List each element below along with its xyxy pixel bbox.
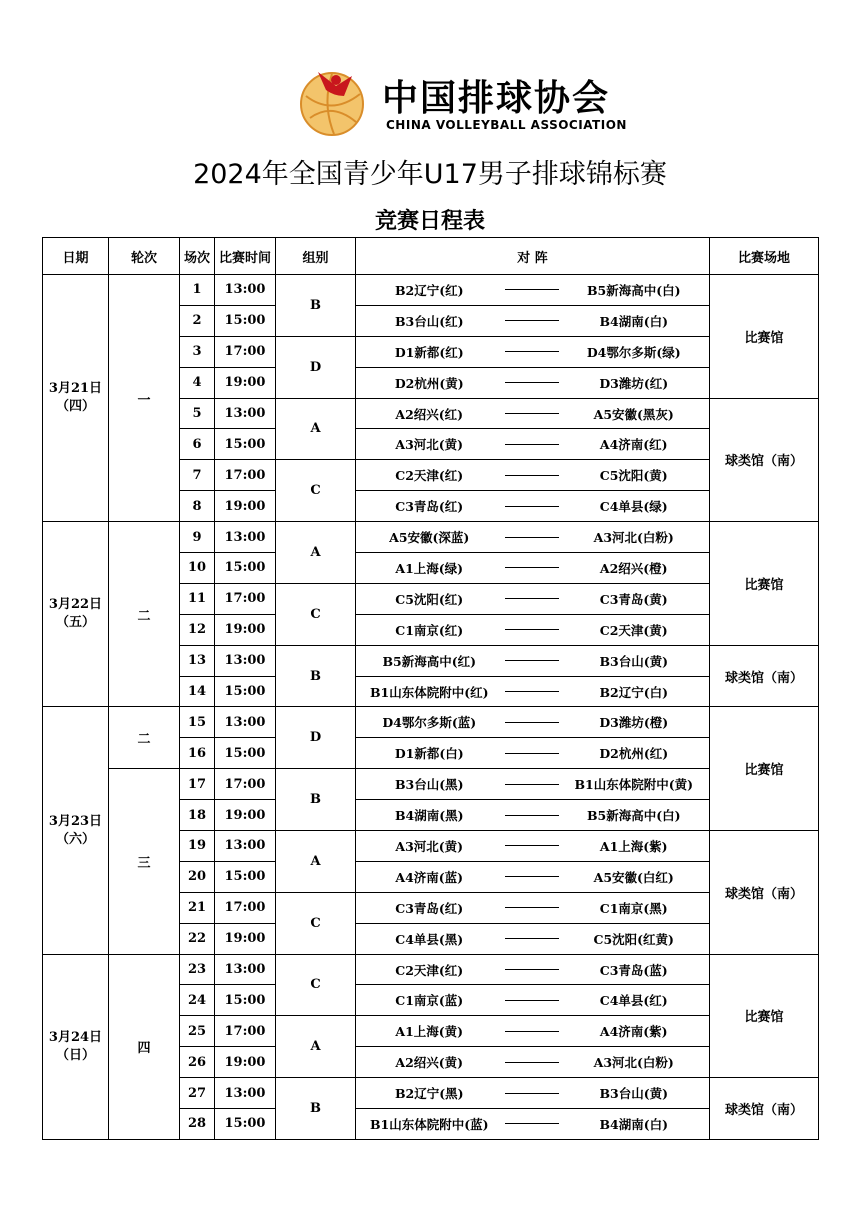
date-text: 3月22日 <box>48 597 103 613</box>
game-number-cell: 26 <box>180 1047 215 1078</box>
away-team: A4济南(红) <box>599 437 668 453</box>
away-team: C4单县(红) <box>599 993 668 1009</box>
game-number-cell: 24 <box>180 985 215 1016</box>
match-pair <box>356 1047 709 1077</box>
round-cell: 四 <box>109 954 180 1139</box>
home-team: B1山东体院附中(红) <box>369 684 489 700</box>
time-cell: 13:00 <box>215 522 276 553</box>
away-team: B5新海高中(白) <box>586 282 681 298</box>
home-team: D1新都(白) <box>394 746 464 762</box>
game-number-cell: 18 <box>180 800 215 831</box>
cva-logo <box>296 64 627 140</box>
group-cell: A <box>276 522 356 584</box>
time-cell: 17:00 <box>215 336 276 367</box>
match-pair <box>356 985 709 1015</box>
match-pair <box>356 306 709 336</box>
match-cell <box>356 1078 710 1109</box>
venue-cell: 比赛馆 <box>710 707 819 831</box>
away-team: D3潍坊(红) <box>599 375 669 391</box>
versus-line <box>505 784 559 785</box>
away-team: A4济南(紫) <box>599 1024 668 1040</box>
match-cell <box>356 367 710 398</box>
away-team: B2辽宁(白) <box>599 684 669 700</box>
away-team: A5安徽(白红) <box>593 869 674 885</box>
game-number-cell: 1 <box>180 275 215 306</box>
time-cell: 13:00 <box>215 275 276 306</box>
match-pair <box>356 337 709 367</box>
match-pair <box>356 1078 709 1108</box>
game-number-cell: 23 <box>180 954 215 985</box>
date-cell <box>43 522 109 707</box>
versus-line <box>505 876 559 877</box>
weekday-text: （六） <box>55 831 95 847</box>
group-cell: B <box>276 769 356 831</box>
home-team: B2辽宁(黑) <box>394 1086 464 1102</box>
match-cell <box>356 769 710 800</box>
match-cell <box>356 676 710 707</box>
home-team: B4湖南(黑) <box>394 808 464 824</box>
match-pair <box>356 707 709 737</box>
home-team: C4单县(黑) <box>395 931 464 947</box>
time-cell: 17:00 <box>215 583 276 614</box>
home-team: A4济南(蓝) <box>395 869 464 885</box>
game-number-cell: 4 <box>180 367 215 398</box>
match-cell <box>356 1016 710 1047</box>
game-number-cell: 9 <box>180 522 215 553</box>
time-cell: 17:00 <box>215 769 276 800</box>
home-team: C2天津(红) <box>395 962 464 978</box>
versus-line <box>505 475 559 476</box>
table-row <box>43 275 819 306</box>
versus-line <box>505 567 559 568</box>
time-cell: 15:00 <box>215 861 276 892</box>
game-number-cell: 21 <box>180 892 215 923</box>
versus-line <box>505 660 559 661</box>
time-cell: 19:00 <box>215 491 276 522</box>
date-cell <box>43 954 109 1139</box>
weekday-text: （日） <box>55 1047 95 1063</box>
date-text: 3月21日 <box>48 381 103 397</box>
page-title: 2024年全国青少年U17男子排球锦标赛 <box>193 159 667 190</box>
versus-line <box>505 351 559 352</box>
match-pair <box>356 491 709 521</box>
time-cell: 17:00 <box>215 460 276 491</box>
versus-line <box>505 753 559 754</box>
match-cell <box>356 522 710 553</box>
header-game: 场次 <box>180 238 215 275</box>
weekday-text: （五） <box>55 615 95 631</box>
match-pair <box>356 522 709 552</box>
away-team: B5新海高中(白) <box>586 808 681 824</box>
match-cell <box>356 583 710 614</box>
date-cell <box>43 275 109 522</box>
game-number-cell: 16 <box>180 738 215 769</box>
match-pair <box>356 460 709 490</box>
venue-cell: 球类馆（南） <box>710 645 819 707</box>
game-number-cell: 20 <box>180 861 215 892</box>
away-team: D2杭州(红) <box>599 746 669 762</box>
group-cell: D <box>276 707 356 769</box>
versus-line <box>505 691 559 692</box>
versus-line <box>505 382 559 383</box>
home-team: B3台山(黑) <box>394 777 464 793</box>
versus-line <box>505 815 559 816</box>
time-cell: 15:00 <box>215 1109 276 1140</box>
match-cell <box>356 398 710 429</box>
away-team: A5安徽(黑灰) <box>593 406 674 422</box>
match-pair <box>356 677 709 707</box>
match-pair <box>356 399 709 429</box>
date-text: 3月24日 <box>48 1029 103 1045</box>
match-cell <box>356 985 710 1016</box>
match-pair <box>356 1016 709 1046</box>
home-team: D4鄂尔多斯(蓝) <box>382 715 477 731</box>
home-team: A3河北(黄) <box>395 437 464 453</box>
time-cell: 13:00 <box>215 645 276 676</box>
home-team: A1上海(绿) <box>395 560 464 576</box>
versus-line <box>505 537 559 538</box>
game-number-cell: 15 <box>180 707 215 738</box>
away-team: C5沈阳(黄) <box>599 468 668 484</box>
match-pair <box>356 368 709 398</box>
time-cell: 19:00 <box>215 923 276 954</box>
match-pair <box>356 831 709 861</box>
versus-line <box>505 969 559 970</box>
round-cell: 二 <box>109 707 180 769</box>
away-team: A3河北(白粉) <box>593 1055 674 1071</box>
match-cell <box>356 1047 710 1078</box>
game-number-cell: 14 <box>180 676 215 707</box>
match-cell <box>356 954 710 985</box>
match-pair <box>356 553 709 583</box>
time-cell: 13:00 <box>215 1078 276 1109</box>
time-cell: 19:00 <box>215 614 276 645</box>
group-cell: B <box>276 275 356 337</box>
away-team: C3青岛(黄) <box>599 591 668 607</box>
away-team: C5沈阳(红黄) <box>593 931 674 947</box>
match-cell <box>356 491 710 522</box>
match-pair <box>356 924 709 954</box>
versus-line <box>505 938 559 939</box>
time-cell: 17:00 <box>215 1016 276 1047</box>
away-team: B3台山(黄) <box>599 653 669 669</box>
match-cell <box>356 645 710 676</box>
versus-line <box>505 320 559 321</box>
away-team: B1山东体院附中(黄) <box>574 777 694 793</box>
versus-line <box>505 413 559 414</box>
group-cell: C <box>276 583 356 645</box>
home-team: B2辽宁(红) <box>394 282 464 298</box>
page-subtitle: 竞赛日程表 <box>374 209 485 234</box>
away-team: C3青岛(蓝) <box>599 962 668 978</box>
home-team: A2绍兴(黄) <box>395 1055 464 1071</box>
game-number-cell: 13 <box>180 645 215 676</box>
venue-cell: 比赛馆 <box>710 954 819 1078</box>
away-team: B4湖南(白) <box>599 1116 669 1132</box>
versus-line <box>505 1093 559 1094</box>
match-cell <box>356 460 710 491</box>
home-team: C5沈阳(红) <box>395 591 464 607</box>
away-team: A1上海(紫) <box>599 838 668 854</box>
group-cell: B <box>276 645 356 707</box>
home-team: A2绍兴(红) <box>395 406 464 422</box>
time-cell: 15:00 <box>215 738 276 769</box>
time-cell: 15:00 <box>215 676 276 707</box>
time-cell: 17:00 <box>215 892 276 923</box>
logo-english-text: CHINA VOLLEYBALL ASSOCIATION <box>386 118 627 132</box>
match-pair <box>356 615 709 645</box>
away-team: B4湖南(白) <box>599 313 669 329</box>
home-team: C1南京(蓝) <box>395 993 464 1009</box>
time-cell: 19:00 <box>215 367 276 398</box>
game-number-cell: 12 <box>180 614 215 645</box>
table-row <box>43 707 819 738</box>
date-cell <box>43 707 109 954</box>
game-number-cell: 3 <box>180 336 215 367</box>
away-team: C1南京(黑) <box>599 900 668 916</box>
match-pair <box>356 429 709 459</box>
game-number-cell: 22 <box>180 923 215 954</box>
versus-line <box>505 1123 559 1124</box>
match-cell <box>356 738 710 769</box>
game-number-cell: 7 <box>180 460 215 491</box>
venue-cell: 比赛馆 <box>710 522 819 646</box>
away-team: A3河北(白粉) <box>593 530 674 546</box>
game-number-cell: 28 <box>180 1109 215 1140</box>
table-row <box>43 769 819 800</box>
game-number-cell: 19 <box>180 831 215 862</box>
match-pair <box>356 862 709 892</box>
match-pair <box>356 275 709 305</box>
away-team: C2天津(黄) <box>599 622 668 638</box>
home-team: C1南京(红) <box>395 622 464 638</box>
group-cell: D <box>276 336 356 398</box>
venue-cell: 球类馆（南） <box>710 398 819 522</box>
weekday-text: （四） <box>55 399 95 415</box>
game-number-cell: 25 <box>180 1016 215 1047</box>
home-team: D1新都(红) <box>394 344 464 360</box>
table-row <box>43 522 819 553</box>
home-team: A1上海(黄) <box>395 1024 464 1040</box>
venue-cell: 比赛馆 <box>710 275 819 399</box>
versus-line <box>505 1062 559 1063</box>
away-team: D4鄂尔多斯(绿) <box>586 344 681 360</box>
match-cell <box>356 305 710 336</box>
group-cell: A <box>276 398 356 460</box>
match-cell <box>356 800 710 831</box>
versus-line <box>505 598 559 599</box>
match-cell <box>356 1109 710 1140</box>
match-cell <box>356 923 710 954</box>
header-time: 比赛时间 <box>215 238 276 275</box>
game-number-cell: 8 <box>180 491 215 522</box>
match-cell <box>356 614 710 645</box>
game-number-cell: 2 <box>180 305 215 336</box>
home-team: B3台山(红) <box>394 313 464 329</box>
time-cell: 15:00 <box>215 985 276 1016</box>
home-team: B5新海高中(红) <box>382 653 477 669</box>
game-number-cell: 5 <box>180 398 215 429</box>
match-cell <box>356 831 710 862</box>
date-text: 3月23日 <box>48 813 103 829</box>
away-team: C4单县(绿) <box>599 499 668 515</box>
versus-line <box>505 629 559 630</box>
versus-line <box>505 506 559 507</box>
header-group: 组别 <box>276 238 356 275</box>
table-header-row <box>43 238 819 275</box>
schedule-table <box>42 237 819 1140</box>
match-cell <box>356 429 710 460</box>
versus-line <box>505 1000 559 1001</box>
match-pair <box>356 893 709 923</box>
header-match: 对 阵 <box>356 238 710 275</box>
time-cell: 13:00 <box>215 831 276 862</box>
home-team: D2杭州(黄) <box>394 375 464 391</box>
away-team: B3台山(黄) <box>599 1086 669 1102</box>
away-team: D3潍坊(橙) <box>599 715 669 731</box>
group-cell: C <box>276 892 356 954</box>
match-pair <box>356 584 709 614</box>
logo-chinese-text: 中国排球协会 <box>382 77 611 119</box>
match-cell <box>356 336 710 367</box>
round-cell: 一 <box>109 275 180 522</box>
match-cell <box>356 892 710 923</box>
versus-line <box>505 444 559 445</box>
time-cell: 15:00 <box>215 305 276 336</box>
time-cell: 19:00 <box>215 1047 276 1078</box>
versus-line <box>505 845 559 846</box>
match-pair <box>356 800 709 830</box>
game-number-cell: 27 <box>180 1078 215 1109</box>
match-pair <box>356 646 709 676</box>
versus-line <box>505 289 559 290</box>
game-number-cell: 10 <box>180 553 215 584</box>
round-cell: 三 <box>109 769 180 954</box>
away-team: A2绍兴(橙) <box>599 560 668 576</box>
match-pair <box>356 955 709 985</box>
time-cell: 19:00 <box>215 800 276 831</box>
match-pair <box>356 738 709 768</box>
match-cell <box>356 861 710 892</box>
home-team: C3青岛(红) <box>395 499 464 515</box>
table-row <box>43 954 819 985</box>
game-number-cell: 17 <box>180 769 215 800</box>
time-cell: 13:00 <box>215 707 276 738</box>
time-cell: 13:00 <box>215 398 276 429</box>
time-cell: 15:00 <box>215 553 276 584</box>
header-date: 日期 <box>43 238 109 275</box>
home-team: B1山东体院附中(蓝) <box>369 1116 489 1132</box>
time-cell: 15:00 <box>215 429 276 460</box>
header-venue: 比赛场地 <box>710 238 819 275</box>
time-cell: 13:00 <box>215 954 276 985</box>
group-cell: C <box>276 460 356 522</box>
volleyball-emblem-icon <box>296 66 368 138</box>
match-pair <box>356 1109 709 1139</box>
group-cell: B <box>276 1078 356 1140</box>
versus-line <box>505 907 559 908</box>
match-cell <box>356 553 710 584</box>
round-cell: 二 <box>109 522 180 707</box>
match-cell <box>356 707 710 738</box>
group-cell: A <box>276 1016 356 1078</box>
home-team: A5安徽(深蓝) <box>389 530 470 546</box>
header-round: 轮次 <box>109 238 180 275</box>
group-cell: C <box>276 954 356 1016</box>
venue-cell: 球类馆（南） <box>710 831 819 955</box>
home-team: C2天津(红) <box>395 468 464 484</box>
home-team: A3河北(黄) <box>395 838 464 854</box>
match-pair <box>356 769 709 799</box>
versus-line <box>505 1031 559 1032</box>
venue-cell: 球类馆（南） <box>710 1078 819 1140</box>
game-number-cell: 11 <box>180 583 215 614</box>
match-cell <box>356 275 710 306</box>
home-team: C3青岛(红) <box>395 900 464 916</box>
versus-line <box>505 722 559 723</box>
game-number-cell: 6 <box>180 429 215 460</box>
group-cell: A <box>276 831 356 893</box>
